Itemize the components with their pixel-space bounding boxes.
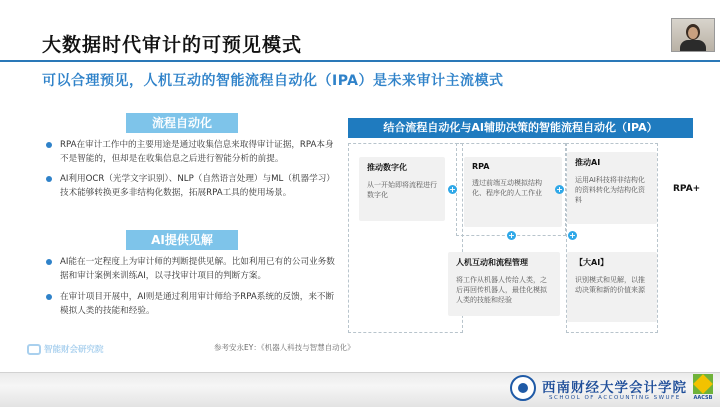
watermark-logo: [27, 343, 104, 355]
bullet-dot-icon: [46, 294, 52, 300]
ipa-diagram-heading: 结合流程自动化与AI辅助决策的智能流程自动化（IPA）: [348, 118, 693, 138]
bullet-item: [46, 290, 336, 318]
aacsb-label: AACSB: [693, 395, 713, 401]
presenter-body: [680, 40, 706, 52]
watermark-icon: [27, 344, 41, 355]
presenter-webcam[interactable]: [671, 18, 715, 52]
bullet-item: [46, 172, 336, 200]
card-body: 运用AI科技将非结构化的资料转化为结构化资料: [575, 176, 645, 204]
card-body: 从一开始即将流程进行数字化: [367, 181, 437, 199]
section-tag-process-automation: 流程自动化: [126, 113, 238, 133]
card-title: 推动数字化: [367, 163, 407, 172]
card-big-ai: [567, 252, 657, 322]
card-body: 将工作从机器人传给人类，之后再回传机器人，最佳化模拟人类的技能和经验: [456, 276, 547, 304]
card-title: 推动AI: [575, 158, 601, 167]
card-body: 透过前端互动模拟结构化、程序化的人工作业: [472, 179, 542, 197]
school-name-en: SCHOOL OF ACCOUNTING SWUFE: [549, 395, 681, 401]
school-seal-icon: [510, 375, 536, 401]
presenter-face: [688, 27, 698, 39]
aacsb-icon: [693, 374, 713, 394]
bullet-text: AI能在一定程度上为审计师的判断提供见解。比如利用已有的公司业务数据和审计案例来训练AI，以寻找审计项目的判断方案。: [60, 257, 335, 281]
section-tag-ai-insight: AI提供见解: [126, 230, 238, 250]
watermark-text: 智能财会研究院: [44, 345, 104, 355]
card-title: RPA: [472, 162, 490, 171]
bullet-dot-icon: [46, 142, 52, 148]
card-digitization: [359, 157, 445, 221]
plus-icon: +: [569, 231, 576, 240]
card-drive-ai: [567, 152, 657, 224]
slide-title: 大数据时代审计的可预见模式: [42, 34, 303, 56]
plus-icon: +: [449, 185, 456, 194]
bullet-text: 在审计项目开展中，AI则是通过利用审计师给予RPA系统的反馈，来不断模拟人类的技能和经验。: [60, 292, 335, 316]
slide-subtitle: 可以合理预见，人机互动的智能流程自动化（IPA）是未来审计主流模式: [42, 73, 504, 89]
plus-icon: +: [508, 231, 515, 240]
card-title: 人机互动和流程管理: [456, 258, 528, 267]
title-divider: [0, 60, 720, 62]
bullet-dot-icon: [46, 176, 52, 182]
card-human-machine: [448, 252, 560, 316]
school-name-cn: 西南财经大学会计学院: [542, 380, 687, 396]
card-title: 【大AI】: [575, 258, 609, 267]
bullet-text: AI利用OCR（光学文字识别）、NLP（自然语言处理）与ML（机器学习）技术能够转换更多非结构化数据，拓展RPA工具的使用场景。: [60, 174, 335, 198]
bullet-text: RPA在审计工作中的主要用途是通过收集信息来取得审计证据，RPA本身不是智能的，但却是在收集信息之后进行智能分析的前提。: [60, 140, 334, 164]
aacsb-logo: [690, 374, 716, 404]
bullet-dot-icon: [46, 259, 52, 265]
bullet-item: [46, 255, 336, 283]
reference-note: 参考安永EY：《机器人科技与智慧自动化》: [214, 343, 355, 352]
card-rpa: [464, 157, 562, 227]
plus-icon: +: [556, 185, 563, 194]
rpa-plus-label: RPA+: [673, 184, 701, 194]
card-body: 识别模式和见解，以推动决策和新的价值来源: [575, 276, 645, 294]
bullet-item: [46, 138, 336, 166]
